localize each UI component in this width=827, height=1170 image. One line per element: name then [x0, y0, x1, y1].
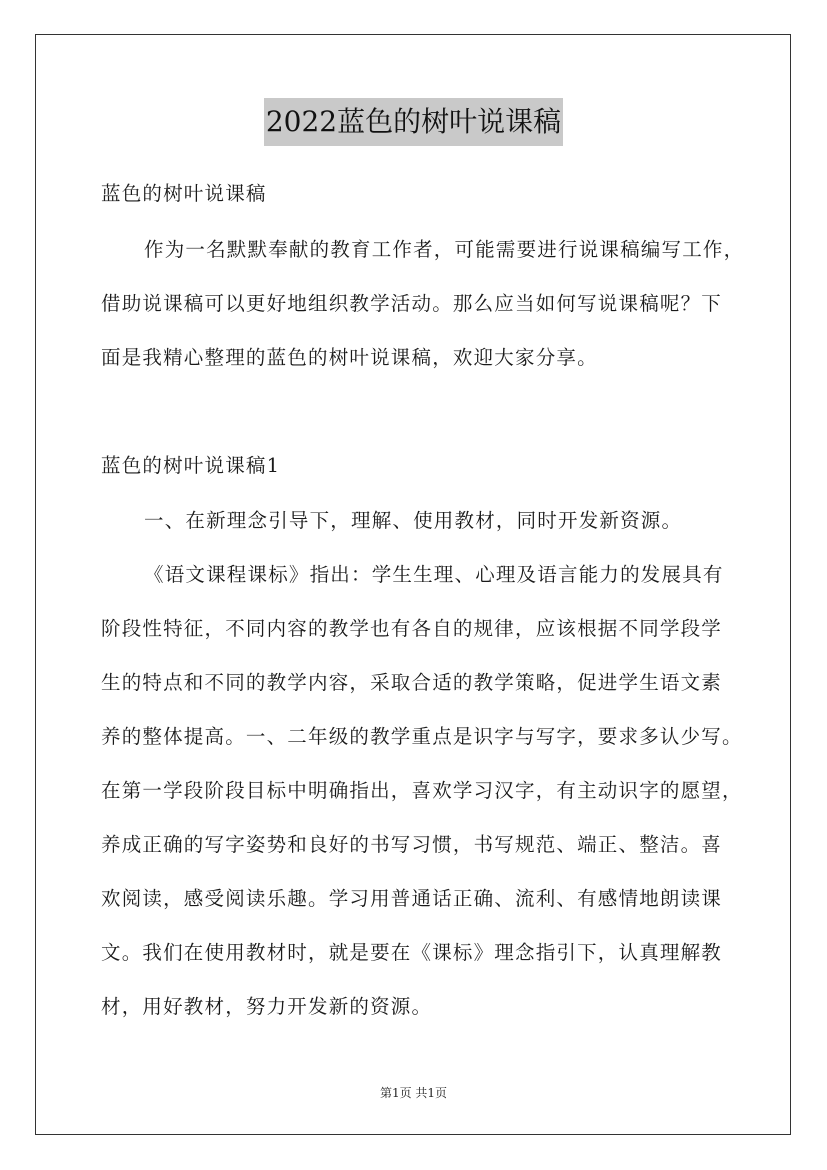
- section-heading: 蓝色的树叶说课稿1: [101, 454, 281, 477]
- paragraph-line: 在第一学段阶段目标中明确指出，喜欢学习汉字，有主动识字的愿望，: [101, 779, 743, 802]
- paragraph-line: 借助说课稿可以更好地组织教学活动。那么应当如何写说课稿呢？下: [101, 292, 723, 315]
- paragraph-line: 一、在新理念引导下，理解、使用教材，同时开发新资源。: [144, 509, 683, 532]
- paragraph-line: 材，用好教材，努力开发新的资源。: [101, 995, 433, 1018]
- document-title: 2022蓝色的树叶说课稿: [264, 98, 563, 146]
- paragraph-line: 《语文课程课标》指出：学生生理、心理及语言能力的发展具有: [144, 563, 724, 586]
- paragraph-line: 养成正确的写字姿势和良好的书写习惯，书写规范、端正、整洁。喜: [101, 833, 723, 856]
- paragraph-line: 欢阅读，感受阅读乐趣。学习用普通话正确、流利、有感情地朗读课: [101, 887, 723, 910]
- title-container: [0, 98, 827, 146]
- paragraph-line: 生的特点和不同的教学内容，采取合适的教学策略，促进学生语文素: [101, 671, 723, 694]
- paragraph-line: 作为一名默默奉献的教育工作者，可能需要进行说课稿编写工作，: [144, 238, 745, 261]
- paragraph-line: 阶段性特征，不同内容的教学也有各自的规律，应该根据不同学段学: [101, 617, 723, 640]
- paragraph-line: 文。我们在使用教材时，就是要在《课标》理念指引下，认真理解教: [101, 941, 723, 964]
- paragraph-line: 面是我精心整理的蓝色的树叶说课稿，欢迎大家分享。: [101, 346, 598, 369]
- paragraph-line: 养的整体提高。一、二年级的教学重点是识字与写字，要求多认少写。: [101, 725, 743, 748]
- subtitle-line: 蓝色的树叶说课稿: [101, 182, 267, 205]
- page-footer: 第1页 共1页: [379, 1086, 448, 1100]
